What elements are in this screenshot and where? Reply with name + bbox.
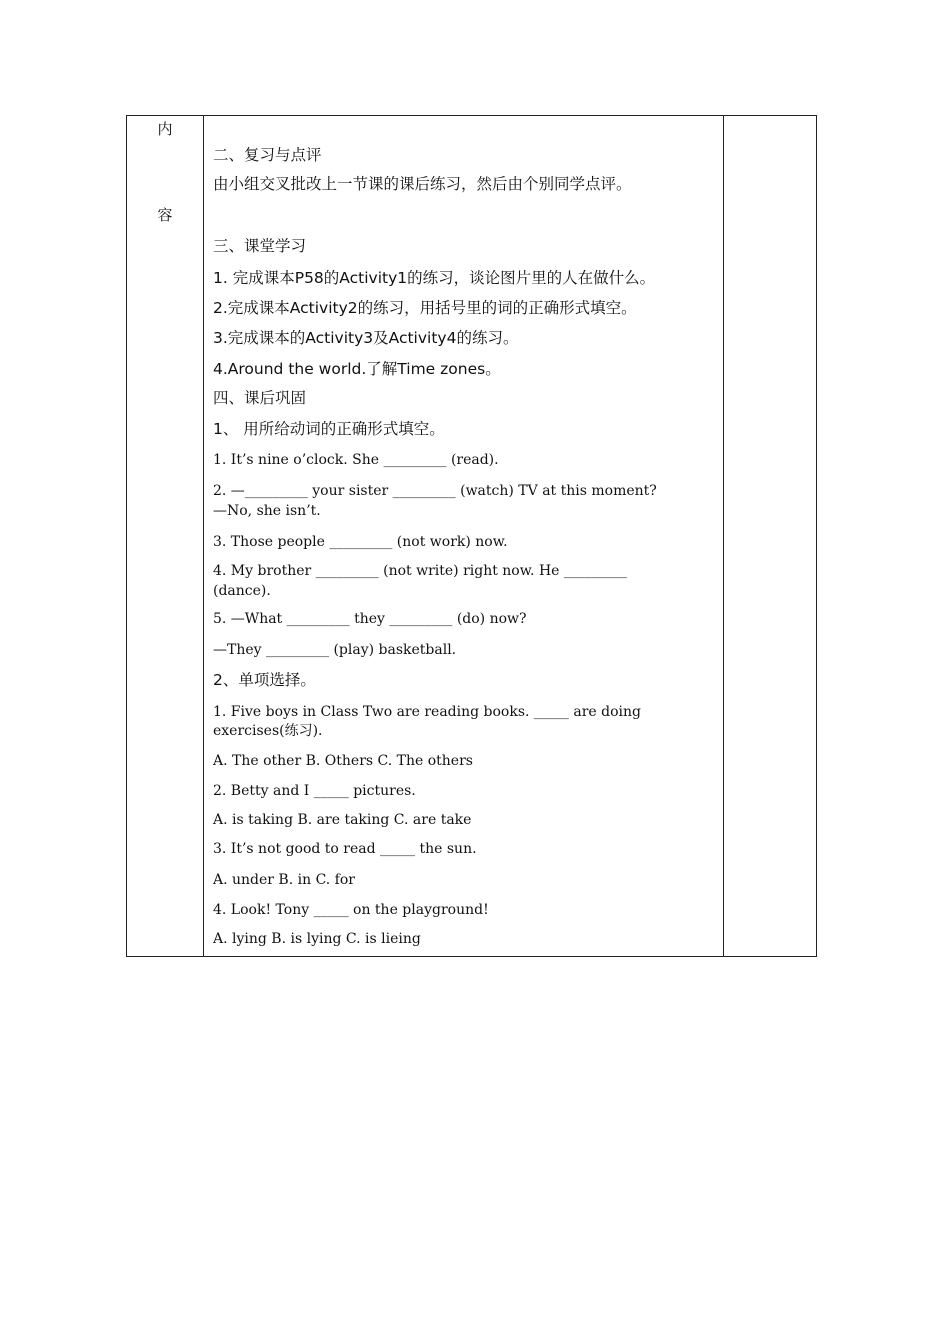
exercise-2-q3: 3. It’s not good to read _____ the sun. [213,841,477,857]
heading-review: 二、复习与点评 [213,146,322,164]
exercise-2-q4: 4. Look! Tony _____ on the playground! [213,902,489,918]
exercise-2-q4-options: A. lying B. is lying C. is lieing [213,931,421,947]
exercise-2-q2-options: A. is taking B. are taking C. are take [213,812,472,828]
exercise-1-q2: 2. —_________ your sister _________ (watch) TV at this moment? [213,483,657,499]
exercise-1-q2-answer: —No, she isn’t. [213,503,321,519]
exercise-2-q1-cont: exercises(练习). [213,723,323,739]
lesson-plan-table [126,115,817,957]
notes-cell [724,116,817,957]
exercise-2-q3-options: A. under B. in C. for [213,872,355,888]
exercise-2-q1: 1. Five boys in Class Two are reading books. _____ are doing [213,704,642,720]
class-task-3: 3.完成课本的Activity3及Activity4的练习。 [213,329,519,347]
heading-homework: 四、课后巩固 [213,389,307,407]
exercise-1-q4: 4. My brother _________ (not write) right now. He _________ [213,563,627,579]
section-label-cell [127,116,204,957]
section-label-bottom: 容 [157,206,173,224]
class-task-1: 1. 完成课本P58的Activity1的练习，谈论图片里的人在做什么。 [213,269,656,287]
exercise-1-q4-cont: (dance). [213,583,271,599]
section-label-top: 内 [157,120,173,138]
exercise-1-q1: 1. It’s nine o’clock. She _________ (read). [213,452,499,468]
exercise-2-q1-options: A. The other B. Others C. The others [213,753,473,769]
exercise-1-q5: 5. —What _________ they _________ (do) now? [213,611,527,627]
class-task-4: 4.Around the world.了解Time zones。 [213,360,501,378]
exercise-1-title: 1、 用所给动词的正确形式填空。 [213,420,445,438]
exercise-1-q5-answer: —They _________ (play) basketball. [213,642,457,658]
content-cell [204,116,724,957]
heading-class-learning: 三、课堂学习 [213,237,307,255]
class-task-2: 2.完成课本Activity2的练习，用括号里的词的正确形式填空。 [213,299,637,317]
exercise-2-q2: 2. Betty and I _____ pictures. [213,783,416,799]
review-instruction: 由小组交叉批改上一节课的课后练习，然后由个别同学点评。 [213,175,632,193]
exercise-2-title: 2、单项选择。 [213,671,316,689]
exercise-1-q3: 3. Those people _________ (not work) now. [213,534,508,550]
